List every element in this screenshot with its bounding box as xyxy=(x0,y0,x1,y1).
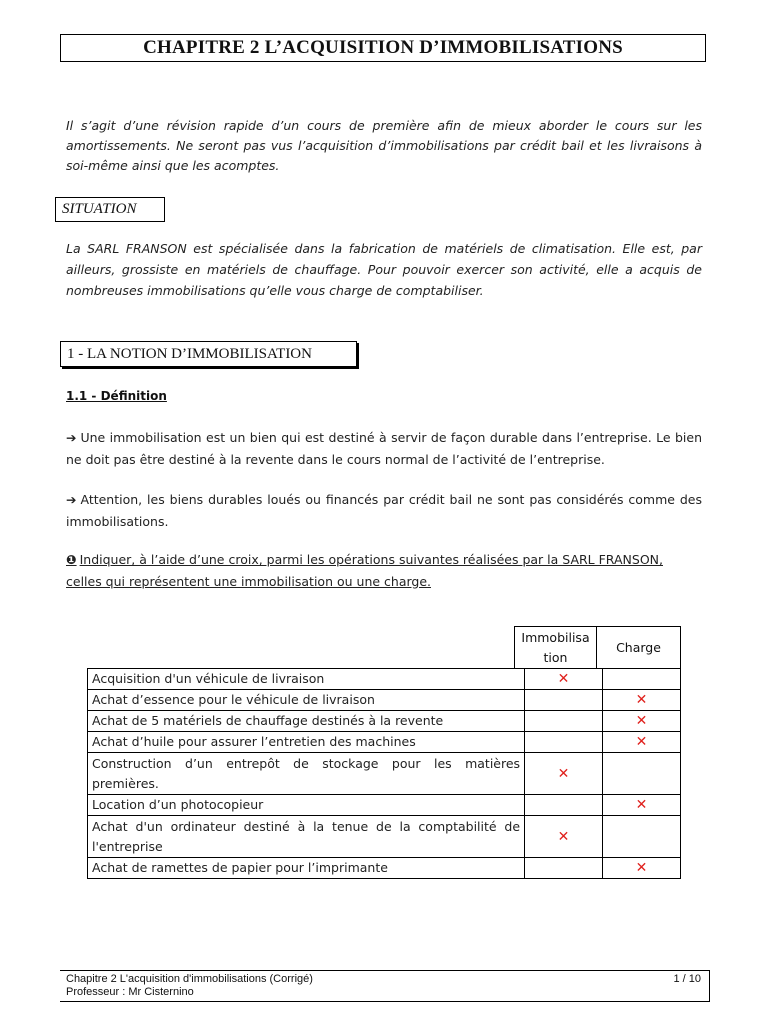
situation-paragraph: La SARL FRANSON est spécialisée dans la fabrication de matériels de climatisation. Elle est, par ailleurs, grossiste en matériels de chauffage. Pour pouvoir exercer son activité, elle a acquis de nombreuses immobilisations qu’elle vous charge de comptabiliser. xyxy=(66,241,702,298)
table-row xyxy=(88,795,681,816)
exercise-question xyxy=(66,549,702,593)
table-row xyxy=(88,753,681,795)
row-label: Achat de 5 matériels de chauffage destinés à la revente xyxy=(88,711,525,732)
charge-mark: ✕ xyxy=(603,858,681,879)
chapter-title: CHAPITRE 2 L’ACQUISITION D’IMMOBILISATIONS xyxy=(60,34,706,62)
table-row xyxy=(88,816,681,858)
section-heading: 1 - LA NOTION D’IMMOBILISATION xyxy=(60,341,357,367)
row-label: Achat d’huile pour assurer l’entretien des machines xyxy=(88,732,525,753)
charge-mark xyxy=(603,669,681,690)
row-label: Achat d’essence pour le véhicule de livraison xyxy=(88,690,525,711)
subsection-heading: 1.1 - Définition xyxy=(66,389,167,403)
table-row xyxy=(88,732,681,753)
row-label: Achat d'un ordinateur destiné à la tenue de la comptabilité de l'entreprise xyxy=(88,816,525,858)
immobilisation-mark xyxy=(525,690,603,711)
attention-paragraph xyxy=(66,489,702,533)
page-footer xyxy=(60,970,710,1002)
table-row xyxy=(88,858,681,879)
question-text: Indiquer, à l’aide d’une croix, parmi les opérations suivantes réalisées par la SARL FRANSON, celles qui représentent une immobilisation ou une charge. xyxy=(66,552,663,589)
table-row xyxy=(88,669,681,690)
row-label: Achat de ramettes de papier pour l’imprimante xyxy=(88,858,525,879)
immobilisation-mark: ✕ xyxy=(525,816,603,858)
table-row xyxy=(88,690,681,711)
column-header-charge: Charge xyxy=(596,626,681,669)
row-label: Acquisition d'un véhicule de livraison xyxy=(88,669,525,690)
number-one-icon: ❶ xyxy=(66,552,77,567)
charge-mark: ✕ xyxy=(603,711,681,732)
immobilisation-mark xyxy=(525,858,603,879)
attention-text: Attention, les biens durables loués ou financés par crédit bail ne sont pas considérés comme des immobilisations. xyxy=(66,492,702,529)
charge-mark: ✕ xyxy=(603,690,681,711)
immobilisation-mark xyxy=(525,711,603,732)
immobilisation-mark xyxy=(525,732,603,753)
footer-teacher: Professeur : Mr Cisternino xyxy=(66,986,194,998)
row-label: Location d’un photocopieur xyxy=(88,795,525,816)
column-header-immobilisation: Immobilisa tion xyxy=(514,626,597,669)
charge-mark: ✕ xyxy=(603,732,681,753)
charge-mark xyxy=(603,753,681,795)
footer-left xyxy=(66,973,313,999)
classification-table xyxy=(87,668,681,879)
charge-mark xyxy=(603,816,681,858)
arrow-icon: ➔ xyxy=(66,430,77,445)
definition-paragraph xyxy=(66,427,702,471)
footer-chapter-title: Chapitre 2 L'acquisition d'immobilisations (Corrigé) xyxy=(66,973,313,985)
row-label: Construction d’un entrepôt de stockage pour les matières premières. xyxy=(88,753,525,795)
immobilisation-mark: ✕ xyxy=(525,669,603,690)
intro-paragraph: Il s’agit d’une révision rapide d’un cours de première afin de mieux aborder le cours sur les amortissements. Ne seront pas vus l’acquisition d’immobilisations par crédit bail et les livraisons à soi-même ainsi que les acomptes. xyxy=(66,118,702,173)
page-number: 1 / 10 xyxy=(673,973,701,985)
immobilisation-mark xyxy=(525,795,603,816)
definition-text: Une immobilisation est un bien qui est destiné à servir de façon durable dans l’entreprise. Le bien ne doit pas être destiné à la revente dans le cours normal de l’activité de l’entreprise. xyxy=(66,430,702,467)
arrow-icon: ➔ xyxy=(66,492,77,507)
immobilisation-mark: ✕ xyxy=(525,753,603,795)
situation-heading: SITUATION xyxy=(55,197,165,222)
table-row xyxy=(88,711,681,732)
charge-mark: ✕ xyxy=(603,795,681,816)
